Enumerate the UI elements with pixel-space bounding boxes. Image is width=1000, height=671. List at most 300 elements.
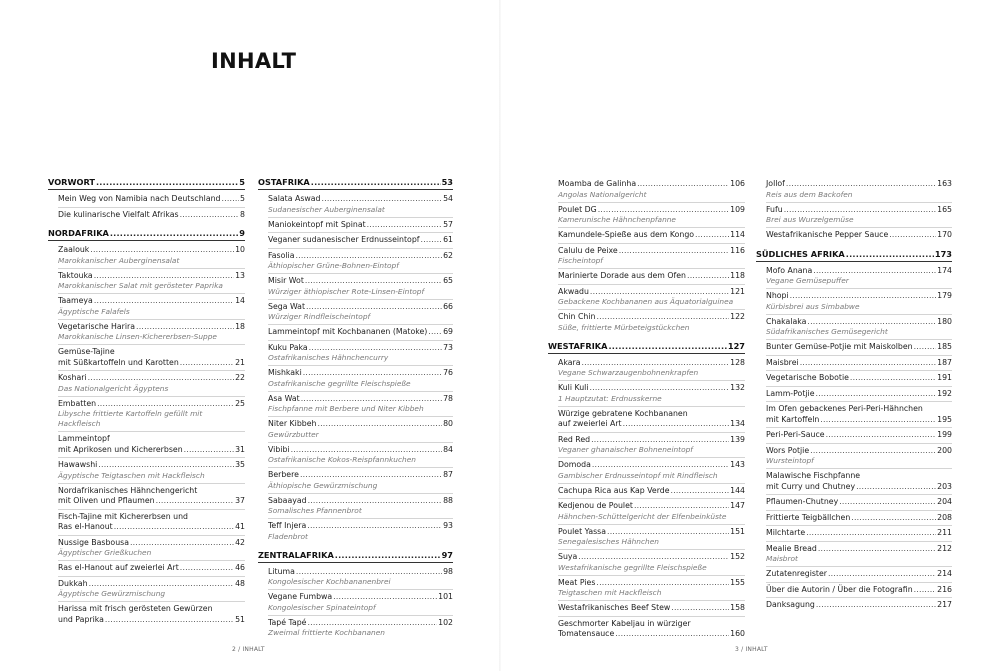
- entry-row: [268, 470, 453, 481]
- toc-entry[interactable]: [558, 499, 745, 525]
- entry-row: [766, 342, 952, 353]
- entry-page-number: 192: [937, 388, 952, 398]
- toc-entry[interactable]: [268, 192, 453, 218]
- dot-leader: [110, 228, 238, 238]
- dot-leader: [800, 358, 936, 369]
- entry-title: Akara: [558, 357, 581, 367]
- toc-entry[interactable]: [766, 315, 952, 341]
- entry-page-number: 170: [937, 230, 952, 239]
- entry-row: [558, 460, 745, 471]
- toc-entry[interactable]: [558, 433, 745, 459]
- entry-row: [558, 527, 745, 538]
- entry-row: [558, 578, 745, 589]
- entry-title: Nhopi: [766, 291, 789, 300]
- entry-row: [58, 563, 245, 574]
- entry-subtitle: Gebackene Kochbananen aus Äquatorialguinea: [558, 297, 734, 306]
- entry-title: Ras el-Hanout auf zweierlei Art: [58, 563, 179, 572]
- entry-title: Poulet DG: [558, 204, 597, 214]
- toc-entry[interactable]: [558, 177, 745, 203]
- entry-subtitle: Ägyptische Gewürzmischung: [58, 589, 166, 598]
- entry-title: Fasolia: [268, 250, 295, 260]
- toc-entry[interactable]: [766, 567, 952, 583]
- toc-entry[interactable]: [268, 218, 453, 234]
- toc-entry[interactable]: [58, 561, 245, 577]
- toc-entry[interactable]: [268, 249, 453, 275]
- toc-entry[interactable]: [558, 458, 745, 484]
- entry-subtitle: Fischpfanne mit Berbere und Niter Kibbeh: [268, 404, 424, 413]
- entry-row: [558, 179, 745, 190]
- entry-row: [58, 322, 245, 333]
- entry-title: Niter Kibbeh: [268, 419, 317, 428]
- toc-entry[interactable]: [268, 366, 453, 392]
- toc-section: [258, 177, 453, 544]
- toc-entry[interactable]: [558, 228, 745, 244]
- toc-section: [548, 341, 745, 642]
- entry-row: [766, 358, 952, 369]
- entry-page-number: 8: [240, 209, 245, 219]
- dot-leader: [790, 291, 936, 302]
- entry-page-number: 204: [937, 497, 952, 506]
- entry-title-line: Harissa mit frisch gerösteten Gewürzen: [58, 604, 213, 613]
- dot-leader: [839, 497, 936, 508]
- entry-page-number: 134: [730, 419, 745, 428]
- entry-title: Mofo Anana: [766, 265, 813, 275]
- dot-leader: [180, 210, 239, 221]
- toc-section: [48, 177, 245, 222]
- entry-row: [558, 312, 745, 323]
- toc-entry[interactable]: [558, 244, 745, 270]
- dot-leader: [184, 445, 234, 456]
- entry-page-number: 84: [443, 444, 453, 454]
- entry-subtitle: Maisbrot: [766, 554, 798, 563]
- dot-leader: [307, 521, 442, 532]
- dot-leader: [303, 368, 442, 379]
- entry-title: Mishkaki: [268, 368, 302, 377]
- entry-row: [58, 271, 245, 282]
- toc-entry[interactable]: [58, 243, 245, 269]
- entry-page-number: 35: [235, 460, 245, 469]
- entry-page-number: 14: [235, 296, 245, 305]
- entry-row: [58, 615, 245, 626]
- entry-row: [58, 296, 245, 307]
- entry-title: Misir Wot: [268, 276, 304, 285]
- entry-title: Calulu de Peixe: [558, 245, 618, 255]
- toc-entry[interactable]: [766, 526, 952, 542]
- entry-subtitle: Brei aus Wurzelgemüse: [766, 215, 854, 224]
- toc-entry[interactable]: [268, 519, 453, 544]
- toc-entry[interactable]: [766, 264, 952, 290]
- entry-page-number: 51: [235, 614, 245, 624]
- dot-leader: [818, 544, 936, 555]
- toc-entry[interactable]: [58, 345, 245, 371]
- toc-entry[interactable]: [766, 402, 952, 428]
- dot-leader: [156, 496, 235, 507]
- entry-row: [58, 496, 245, 507]
- toc-column-1: [48, 177, 245, 633]
- entry-page-number: 65: [443, 276, 453, 285]
- entry-row: [268, 368, 453, 379]
- entry-row: [558, 435, 745, 446]
- toc-entry[interactable]: [766, 583, 952, 599]
- entry-row: [58, 194, 245, 205]
- toc-entry[interactable]: [58, 208, 245, 223]
- entry-page-number: 31: [235, 444, 245, 454]
- entry-title: Wors Potjie: [766, 445, 810, 455]
- entry-row: [268, 343, 453, 354]
- toc-entry[interactable]: [268, 443, 453, 469]
- entry-title: Vibibi: [268, 444, 290, 454]
- toc-entry[interactable]: [558, 484, 745, 500]
- entry-row: [558, 419, 745, 430]
- entry-page-number: 163: [937, 179, 952, 188]
- entry-page-number: 10: [235, 245, 245, 254]
- toc-entry[interactable]: [268, 392, 453, 418]
- entry-page-number: 21: [235, 357, 245, 367]
- entry-row: [558, 205, 745, 216]
- entry-subtitle: Kongolesischer Kochbananenbrei: [268, 577, 391, 586]
- entry-subtitle: Marokkanische Linsen-Kichererbsen-Suppe: [58, 332, 217, 341]
- dot-leader: [96, 177, 238, 187]
- entry-page-number: 212: [937, 543, 952, 553]
- entry-title: mit Curry und Chutney: [766, 481, 856, 491]
- toc-entry[interactable]: [766, 511, 952, 527]
- entry-subtitle: Veganer ghanaischer Bohneneintopf: [558, 445, 693, 454]
- toc-column-2: [258, 177, 453, 646]
- entry-row: [58, 445, 245, 456]
- dot-leader: [592, 460, 729, 471]
- entry-page-number: 101: [438, 592, 453, 601]
- entry-row: [766, 266, 952, 277]
- toc-entry[interactable]: [766, 228, 952, 243]
- toc-entry[interactable]: [766, 469, 952, 495]
- entry-subtitle: Würziger Rindfleischeintopf: [268, 312, 371, 321]
- dot-leader: [810, 446, 936, 457]
- dot-leader: [578, 552, 729, 563]
- toc-entry[interactable]: [58, 510, 245, 536]
- dot-leader: [130, 538, 234, 549]
- entry-title: und Paprika: [58, 614, 104, 624]
- entry-subtitle: Ostafrikanische Kokos-Reispfannkuchen: [268, 455, 416, 464]
- entry-page-number: 180: [937, 316, 952, 326]
- entry-page-number: 143: [730, 460, 745, 469]
- dot-leader: [317, 419, 442, 430]
- entry-row: [268, 194, 453, 205]
- toc-entry[interactable]: [58, 294, 245, 320]
- dot-leader: [94, 296, 234, 307]
- entry-subtitle: Fischeintopf: [558, 256, 603, 265]
- entry-row: [766, 585, 952, 596]
- entry-title: Chakalaka: [766, 316, 807, 326]
- dot-leader: [305, 276, 442, 287]
- entry-row: [766, 528, 952, 539]
- entry-page-number: 18: [235, 321, 245, 331]
- toc-entry[interactable]: [558, 550, 745, 576]
- dot-leader: [695, 230, 729, 241]
- toc-entry[interactable]: [558, 381, 745, 407]
- entry-row: [766, 205, 952, 216]
- toc-entry[interactable]: [558, 310, 745, 335]
- entry-subtitle: Ägyptische Falafels: [58, 306, 130, 316]
- toc-entry[interactable]: [58, 577, 245, 603]
- entry-row: [268, 618, 453, 629]
- dot-leader: [813, 266, 936, 277]
- toc-entry[interactable]: [558, 617, 745, 642]
- toc-entry[interactable]: [58, 192, 245, 208]
- toc-entry[interactable]: [58, 320, 245, 346]
- section-page-number: 5: [239, 177, 245, 187]
- entry-title: Lammeintopf mit Kochbananen (Matoke): [268, 327, 428, 336]
- entry-title: Vegane Fumbwa: [268, 592, 333, 601]
- entry-title: Tapé Tapé: [268, 617, 307, 627]
- entry-row: [766, 230, 952, 241]
- entry-page-number: 61: [443, 235, 453, 244]
- entry-title: auf zweierlei Art: [558, 419, 622, 428]
- toc-entry[interactable]: [766, 340, 952, 356]
- entry-subtitle: Somalisches Pfannenbrot: [268, 506, 362, 515]
- entry-page-number: 158: [730, 603, 745, 612]
- dot-leader: [889, 230, 936, 241]
- dot-leader: [296, 251, 443, 262]
- entry-title-line: Malawische Fischpfanne: [766, 471, 861, 480]
- entry-title: Zaalouk: [58, 245, 90, 254]
- toc-entry[interactable]: [268, 565, 453, 591]
- toc-entry[interactable]: [268, 590, 453, 616]
- entry-title: Kedjenou de Poulet: [558, 501, 633, 510]
- dot-leader: [105, 615, 234, 626]
- entry-row: [558, 383, 745, 394]
- dot-leader: [828, 569, 936, 580]
- entry-title: Taameya: [58, 296, 93, 305]
- entry-title-line: Geschmorter Kabeljau in würziger: [558, 618, 691, 628]
- entry-subtitle: Sudanesischer Auberginensalat: [268, 204, 385, 214]
- entry-page-number: 41: [235, 522, 245, 531]
- toc-entry[interactable]: [58, 432, 245, 458]
- dot-leader: [333, 592, 437, 603]
- dot-leader: [97, 399, 234, 410]
- toc-entry[interactable]: [766, 428, 952, 444]
- toc-entry[interactable]: [558, 601, 745, 617]
- toc-entry[interactable]: [766, 371, 952, 387]
- entry-subtitle: Äthiopischer Grüne-Bohnen-Eintopf: [268, 261, 399, 270]
- toc-entry[interactable]: [558, 285, 745, 311]
- entry-page-number: 185: [937, 342, 952, 351]
- dot-leader: [335, 550, 441, 560]
- toc-entry[interactable]: [558, 407, 745, 433]
- toc-entry[interactable]: [766, 598, 952, 613]
- toc-entry[interactable]: [268, 468, 453, 494]
- entry-title: Veganer sudanesischer Erdnusseintopf: [268, 235, 420, 244]
- entry-title: Maisbrei: [766, 357, 799, 367]
- entry-row: [58, 460, 245, 471]
- toc-entry[interactable]: [58, 371, 245, 397]
- entry-row: [766, 430, 952, 441]
- entry-row: [766, 179, 952, 190]
- entry-title-line: Lammeintopf: [58, 434, 110, 443]
- toc-entry[interactable]: [268, 300, 453, 326]
- entry-page-number: 76: [443, 368, 453, 377]
- entry-page-number: 80: [443, 419, 453, 428]
- entry-subtitle: Libysche frittierte Kartoffeln gefüllt mit Hackfleisch: [58, 409, 203, 428]
- section-heading[interactable]: [48, 228, 245, 241]
- entry-title: Sega Wat: [268, 301, 305, 311]
- toc-entry[interactable]: [268, 325, 453, 341]
- toc-entry[interactable]: [766, 203, 952, 229]
- toc-entry[interactable]: [766, 542, 952, 568]
- page-footer-left: 2 / INHALT: [232, 646, 265, 653]
- toc-entry[interactable]: [766, 177, 952, 203]
- entry-row: [58, 579, 245, 590]
- toc-entry[interactable]: [58, 602, 245, 627]
- entry-row: [58, 373, 245, 384]
- toc-entry[interactable]: [268, 616, 453, 641]
- toc-entry[interactable]: [268, 233, 453, 249]
- section-heading[interactable]: [48, 177, 245, 190]
- entry-row: [766, 513, 952, 524]
- entry-row: [558, 358, 745, 369]
- entry-title: Lituma: [268, 566, 295, 576]
- entry-title: Westafrikanische Pepper Sauce: [766, 230, 889, 239]
- dot-leader: [114, 522, 234, 533]
- entry-title: Kuli Kuli: [558, 383, 589, 392]
- toc-entry[interactable]: [268, 494, 453, 520]
- toc-entry[interactable]: [766, 444, 952, 470]
- toc-entry[interactable]: [268, 417, 453, 443]
- entry-row: [558, 603, 745, 614]
- entry-subtitle: Das Nationalgericht Ägyptens: [58, 383, 169, 393]
- dot-leader: [309, 343, 442, 354]
- entry-title: Lamm-Potjie: [766, 388, 815, 398]
- entry-title: Embatten: [58, 398, 97, 408]
- entry-title: Domoda: [558, 460, 591, 469]
- entry-row: [558, 629, 745, 640]
- dot-leader: [596, 578, 729, 589]
- dot-leader: [311, 177, 441, 187]
- toc-column-3: [548, 177, 745, 648]
- entry-subtitle: Fladenbrot: [268, 531, 308, 541]
- dot-leader: [615, 629, 729, 640]
- dot-leader: [589, 383, 729, 394]
- toc-entry[interactable]: [558, 269, 745, 285]
- entry-title: Meat Pies: [558, 577, 596, 587]
- toc-entry[interactable]: [766, 387, 952, 403]
- entry-row: [268, 251, 453, 262]
- entry-page-number: 116: [730, 245, 745, 255]
- dot-leader: [914, 342, 937, 353]
- dot-leader: [581, 358, 729, 369]
- section-heading[interactable]: [756, 249, 952, 262]
- entry-subtitle: Zweimal frittierte Kochbananen: [268, 628, 385, 637]
- dot-leader: [914, 585, 936, 596]
- entry-title: Asa Wat: [268, 393, 300, 403]
- entry-row: [268, 521, 453, 532]
- dot-leader: [136, 322, 234, 333]
- toc-entry[interactable]: [58, 397, 245, 433]
- entry-page-number: 199: [937, 430, 952, 439]
- section-heading[interactable]: [258, 550, 453, 563]
- toc-entry[interactable]: [558, 356, 745, 382]
- entry-row: [766, 497, 952, 508]
- section-heading[interactable]: [258, 177, 453, 190]
- entry-page-number: 195: [937, 414, 952, 424]
- dot-leader: [98, 460, 234, 471]
- entry-page-number: 200: [937, 445, 952, 455]
- toc-entry[interactable]: [268, 341, 453, 367]
- entry-title: mit Oliven und Pflaumen: [58, 496, 155, 505]
- entry-row: [766, 600, 952, 611]
- entry-title: Jollof: [766, 179, 785, 188]
- entry-row: [558, 246, 745, 257]
- entry-subtitle: Südafrikanisches Gemüsegericht: [766, 327, 888, 336]
- toc-entry[interactable]: [58, 484, 245, 510]
- entry-row: [558, 486, 745, 497]
- entry-title: Vegetarische Bobotie: [766, 373, 849, 382]
- entry-page-number: 214: [937, 569, 952, 578]
- dot-leader: [222, 194, 240, 205]
- toc-entry[interactable]: [558, 576, 745, 602]
- entry-page-number: 139: [730, 434, 745, 444]
- entry-row: [58, 210, 245, 221]
- entry-row: [766, 389, 952, 400]
- section-heading-label: OSTAFRIKA: [258, 177, 310, 187]
- entry-row: [766, 415, 952, 426]
- section-page-number: 127: [727, 340, 745, 351]
- entry-page-number: 54: [443, 194, 453, 203]
- entry-title: Sabaayad: [268, 495, 307, 505]
- entry-row: [766, 482, 952, 493]
- section-heading-label: ZENTRALAFRIKA: [258, 549, 334, 560]
- toc-column-4: [756, 177, 952, 619]
- page-title: INHALT: [211, 49, 297, 73]
- section-page-number: 173: [934, 248, 952, 259]
- entry-row: [268, 592, 453, 603]
- toc-entry[interactable]: [268, 274, 453, 300]
- entry-row: [558, 552, 745, 563]
- section-heading-label: SÜDLICHES AFRIKA: [756, 248, 845, 259]
- dot-leader: [820, 415, 936, 426]
- entry-title: Akwadu: [558, 286, 589, 296]
- dot-leader: [816, 389, 937, 400]
- entry-title: Moamba de Galinha: [558, 179, 637, 188]
- toc-section: [756, 177, 952, 243]
- entry-row: [766, 446, 952, 457]
- entry-page-number: 106: [730, 179, 745, 188]
- section-heading[interactable]: [548, 341, 745, 354]
- toc-entry[interactable]: [58, 536, 245, 562]
- toc-entry[interactable]: [766, 289, 952, 315]
- toc-entry[interactable]: [58, 458, 245, 484]
- entry-page-number: 128: [730, 357, 745, 367]
- entry-subtitle: Süße, frittierte Mürbeteigstückchen: [558, 322, 690, 332]
- page-gutter: [499, 0, 501, 671]
- dot-leader: [598, 205, 729, 216]
- entry-page-number: 57: [443, 219, 453, 229]
- entry-title: Tomatensauce: [558, 629, 615, 638]
- entry-row: [558, 230, 745, 241]
- entry-subtitle: Wursteintopf: [766, 456, 814, 465]
- toc-entry[interactable]: [766, 495, 952, 511]
- entry-page-number: 88: [443, 495, 453, 505]
- dot-leader: [671, 603, 729, 614]
- toc-entry[interactable]: [766, 356, 952, 372]
- entry-page-number: 155: [730, 577, 745, 587]
- entry-title: Westafrikanisches Beef Stew: [558, 603, 671, 612]
- toc-entry[interactable]: [558, 525, 745, 551]
- toc-entry[interactable]: [58, 269, 245, 295]
- toc-entry[interactable]: [558, 203, 745, 229]
- entry-page-number: 37: [235, 496, 245, 505]
- entry-row: [766, 373, 952, 384]
- entry-subtitle: Angolas Nationalgericht: [558, 189, 647, 199]
